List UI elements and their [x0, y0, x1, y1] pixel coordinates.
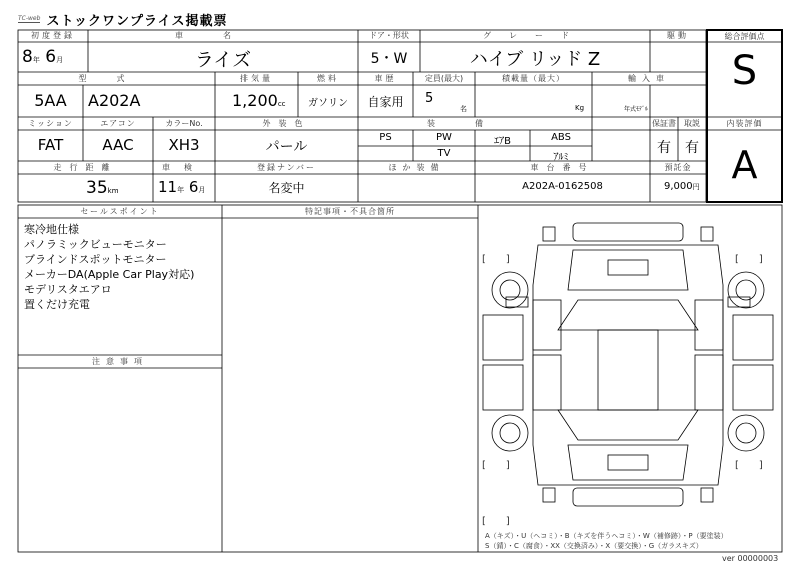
header-load: 積載量（最大） [502, 74, 565, 83]
header-other-equipment: ほか装備 [388, 163, 445, 172]
list-item: 寒冷地仕様 [24, 223, 79, 236]
header-model: 型式 [78, 74, 155, 83]
document-title: ストックワンプライス掲載票 [46, 13, 228, 29]
manual-value: 有 [685, 140, 699, 156]
history-value: 自家用 [367, 95, 404, 109]
interior-rating-value: A [731, 143, 758, 187]
header-car-name: 車名 [175, 31, 271, 40]
version-label: ver 00000003 [722, 554, 779, 563]
list-item: ブラインドスポットモニター [24, 253, 167, 266]
model-value: A202A [88, 91, 141, 110]
chassis-number-value: A202A-0162508 [522, 181, 603, 192]
aircon-value: AAC [102, 136, 134, 154]
exterior-color-value: パール [265, 139, 308, 155]
grade-value: ハイブ リッド Z [469, 49, 601, 70]
registration-number-value: 名変中 [268, 181, 305, 195]
header-history: 車歴 [374, 74, 397, 83]
bracket-rear-left: [ ] [482, 460, 510, 471]
header-aircon: エアコン [100, 119, 136, 128]
equipment-alloy-wheels: ｱﾙﾐ [553, 152, 569, 163]
header-inspection: 車検 [162, 163, 206, 172]
equipment-ps: PS [379, 132, 392, 143]
header-mission: ミッション [28, 119, 73, 128]
header-capacity: 定員(最大) [424, 74, 464, 83]
list-item: モデリスタエアロ [24, 283, 112, 296]
capacity-unit: 名 [460, 105, 467, 113]
logo: TC-web [18, 15, 41, 22]
capacity-value: 5 [425, 91, 434, 106]
header-grade: グレード [483, 31, 587, 40]
fuel-value: ガソリン [308, 98, 348, 109]
notes-header: 特記事項・不具合箇所 [305, 207, 395, 216]
mission-value: FAT [37, 136, 64, 154]
sales-points-header: セールスポイント [80, 207, 160, 216]
header-chassis-number: 車台番号 [530, 163, 595, 172]
header-fuel: 燃料 [317, 74, 339, 83]
inspection-value: 11年 6月 [158, 178, 206, 196]
model-prefix-value: 5AA [34, 91, 67, 110]
import-model-year-unit: 年式ﾓﾃﾞﾙ [624, 106, 649, 113]
header-exterior-color: 外装色 [262, 119, 311, 128]
load-unit: Kg [575, 104, 585, 112]
header-mileage: 走行距離 [53, 163, 118, 172]
recycle-deposit-value: 9,000円 [664, 181, 700, 192]
interior-rating-label: 内装評価 [726, 119, 763, 128]
equipment-tv: TV [437, 148, 451, 159]
color-number-value: XH3 [168, 136, 200, 154]
bracket-front-left: [ ] [482, 254, 510, 265]
list-item: 置くだけ充電 [24, 298, 90, 311]
damage-legend-line-1: A（キズ）・U（ヘコミ）・B（キズを伴うヘコミ）・W（補修跡）・P（要塗装） [485, 532, 728, 540]
sales-points-list [24, 222, 194, 312]
list-item: メーカーDA(Apple Car Play対応) [24, 268, 195, 281]
overall-rating-label: 総合評価点 [724, 32, 765, 41]
header-manual: 取説 [684, 119, 700, 128]
list-item: パノラミックビューモニター [24, 238, 167, 251]
caution-header: 注意事項 [92, 357, 148, 366]
mileage-value: 35km [86, 178, 119, 198]
overall-rating-value: S [731, 48, 758, 94]
car-name-value: ライズ [194, 49, 252, 71]
damage-legend-line-2: S（錆）・C（腐食）・XX（交換済み）・X（要交換）・G（ガラスキズ） [485, 542, 703, 550]
header-first-registration: 初度登録 [31, 31, 75, 40]
warranty-value: 有 [657, 140, 671, 156]
header-drive: 駆動 [667, 31, 689, 40]
bracket-bottom-left: [ ] [482, 516, 510, 527]
header-door-shape: ドア・形状 [369, 31, 409, 40]
first-registration-value: 8年 6月 [22, 47, 64, 67]
equipment-airbag: ｴｱB [494, 136, 511, 147]
displacement-value: 1,200cc [232, 91, 286, 110]
header-color-number: カラーNo. [165, 119, 203, 128]
header-equipment: 装備 [427, 119, 523, 128]
header-recycle-deposit: 預託金 [664, 163, 692, 172]
door-shape-value: 5・W [370, 51, 408, 67]
header-registration-number: 登録ナンバー [256, 163, 317, 172]
header-displacement: 排気量 [240, 74, 273, 83]
equipment-abs: ABS [551, 132, 571, 143]
header-warranty: 保証書 [652, 119, 676, 128]
bracket-rear-right: [ ] [735, 460, 763, 471]
equipment-pw: PW [436, 132, 452, 143]
header-import: 輸入車 [628, 74, 670, 83]
bracket-front-right: [ ] [735, 254, 763, 265]
